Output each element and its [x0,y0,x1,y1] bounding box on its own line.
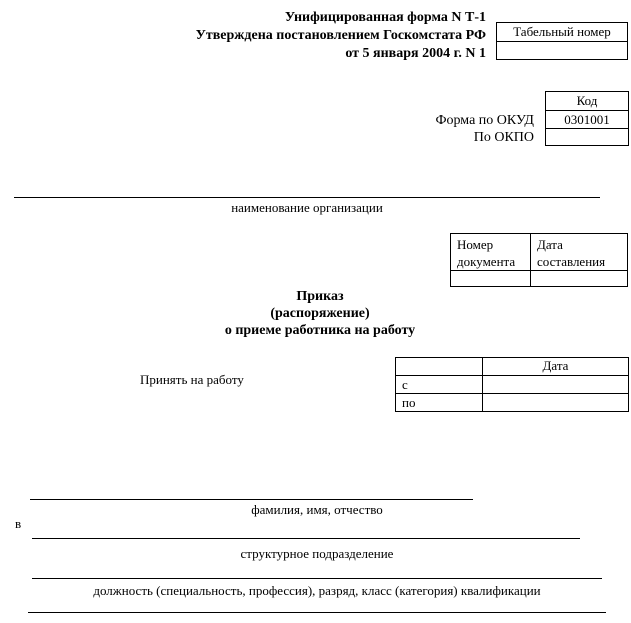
organization-field[interactable] [14,178,604,196]
tabel-number-box [496,22,628,60]
approval-date: от 5 января 2004 г. N 1 [345,46,486,61]
doc-number-field[interactable] [451,270,530,286]
doc-date-header [530,234,627,270]
hire-from-date-field[interactable] [482,375,628,393]
hire-date-corner [396,358,482,375]
position-line [32,578,602,579]
doc-number-header [451,234,530,270]
doc-number-header-line2: документа [457,254,516,269]
okpo-code-field[interactable] [546,128,628,145]
okud-code-field[interactable]: 0301001 [546,110,628,128]
okpo-label: По ОКПО [473,130,534,145]
position-field[interactable] [32,559,602,577]
fio-caption: фамилия, имя, отчество [251,502,383,517]
organization-line [14,197,600,198]
doc-date-header-line1: Дата [537,237,563,252]
hire-to-label: по [396,393,482,411]
doc-date-header-line2: составления [537,254,606,269]
doc-date-field[interactable] [530,270,627,286]
in-label: в [15,516,22,531]
codes-box [545,91,629,146]
tabel-number-label: Табельный номер [513,24,611,39]
department-field[interactable] [32,520,580,538]
extra-field[interactable] [28,594,606,612]
fio-field[interactable] [30,481,473,499]
codes-header: Код [576,93,598,108]
hire-from-label: с [396,375,482,393]
hire-date-header: Дата [482,358,628,375]
organization-caption: наименование организации [231,200,383,215]
form-title: Унифицированная форма N Т-1 [284,10,486,25]
department-caption: структурное подразделение [240,546,394,561]
fio-line [30,499,473,500]
okud-label: Форма по ОКУД [435,113,534,128]
order-description: о приеме работника на работу [224,323,416,338]
order-title: Приказ [296,289,344,304]
approved-by: Утверждена постановлением Госкомстата РФ [195,28,486,43]
hire-date-table [395,357,629,412]
hire-label: Принять на работу [140,372,244,387]
hire-to-date-field[interactable] [482,393,628,411]
position-caption: должность (специальность, профессия), разряд, класс (категория) квалификации [93,583,541,598]
doc-number-header-line1: Номер [457,237,494,252]
tabel-number-field[interactable] [497,41,627,59]
order-subtitle: (распоряжение) [270,306,370,321]
bottom-line [28,612,606,613]
document-table [450,233,628,287]
department-line [32,538,580,539]
